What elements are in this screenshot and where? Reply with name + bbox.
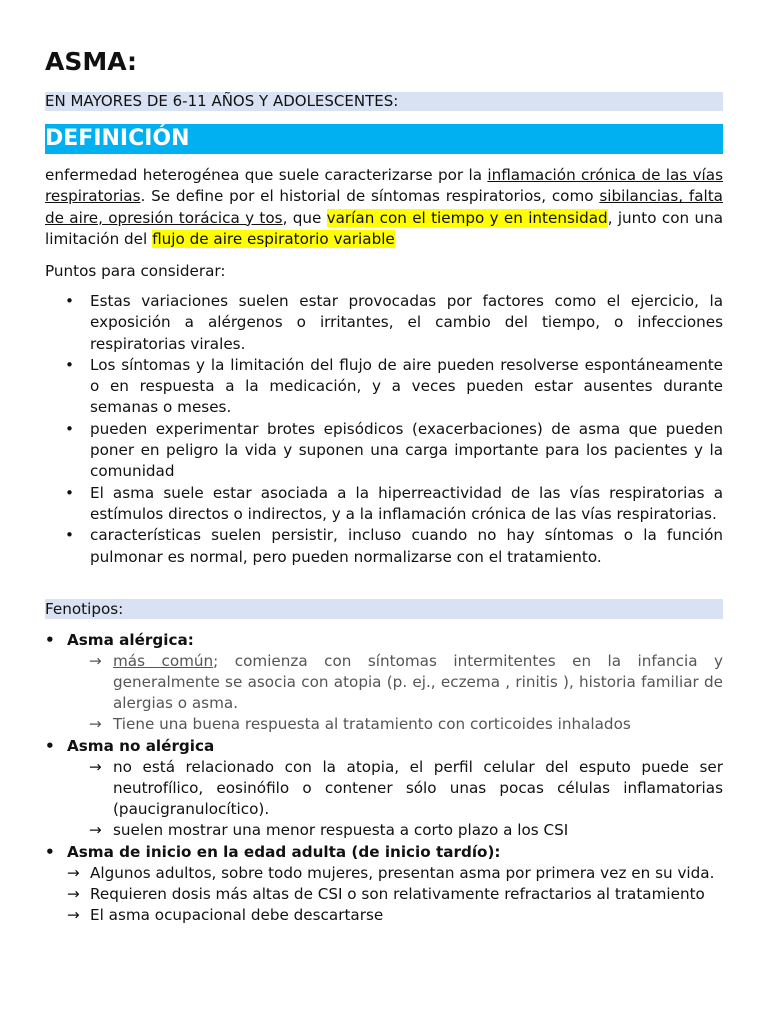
bullet-icon: • <box>65 292 74 310</box>
list-item <box>45 291 723 355</box>
definition-text: . Se define por el historial de síntomas respiratorios, como <box>140 187 600 206</box>
phenotype-detail-text: suelen mostrar una menor respuesta a corto plazo a los CSI <box>113 821 569 839</box>
subtitle-banner: EN MAYORES DE 6-11 AÑOS Y ADOLESCENTES: <box>45 92 723 111</box>
phenotype-heading <box>45 630 723 651</box>
bullet-icon: • <box>45 737 55 755</box>
section-heading-definicion: DEFINICIÓN <box>45 124 723 154</box>
bullet-icon: • <box>45 631 55 649</box>
definition-highlighted-text: flujo de aire espiratorio variable <box>152 229 395 248</box>
phenotype-heading <box>45 842 723 863</box>
phenotype-heading-text: Asma de inicio en la edad adulta (de inicio tardío): <box>67 843 501 861</box>
phenotype-detail <box>45 714 723 735</box>
phenotype-detail-text: Algunos adultos, sobre todo mujeres, presentan asma por primera vez en su vida. <box>90 864 715 882</box>
definition-text: , que <box>282 208 327 227</box>
arrow-icon: → <box>89 715 102 733</box>
definition-underlined-text: sibilancias, falta de aire, opresión torácica y tos <box>45 187 723 227</box>
list-item <box>45 419 723 483</box>
phenotype-detail-text: no está relacionado con la atopia, el perfil celular del esputo puede ser neutrofílico, eosinófilo o contener sólo unas pocas células inflamatorias (paucigranulocítico). <box>113 758 723 818</box>
bullet-icon: • <box>65 526 74 545</box>
list-item-text: Estas variaciones suelen estar provocadas por factores como el ejercicio, la exposición a alérgenos o irritantes, el cambio del tiempo, o infecciones respiratorias virales. <box>90 292 723 353</box>
list-item-text: El asma suele estar asociada a la hiperreactividad de las vías respiratorias a estímulos directos o indirectos, y a la inflamación crónica de las vías respiratorias. <box>90 483 723 523</box>
phenotype-adulta <box>45 842 723 926</box>
phenotype-detail <box>45 651 723 714</box>
list-item <box>45 483 723 526</box>
phenotype-heading <box>45 736 723 757</box>
phenotype-alergica <box>45 630 723 735</box>
arrow-icon: → <box>89 821 102 839</box>
points-list <box>45 291 723 568</box>
arrow-icon: → <box>89 758 102 776</box>
phenotype-no-alergica <box>45 736 723 841</box>
bullet-icon: • <box>65 483 74 502</box>
phenotypes-banner: Fenotipos: <box>45 599 723 619</box>
list-item <box>45 525 723 568</box>
definition-highlighted-text: varían con el tiempo y en intensidad <box>326 208 608 227</box>
list-item-text: características suelen persistir, incluso cuando no hay síntomas o la función pulmonar es normal, pero pueden normalizarse con el tratamiento. <box>90 526 723 566</box>
arrow-icon: → <box>67 885 80 903</box>
phenotype-detail <box>45 820 723 841</box>
phenotype-detail <box>45 884 723 905</box>
document-title: ASMA: <box>45 47 138 76</box>
definition-text: , junto con una limitación del <box>45 208 724 248</box>
phenotype-detail <box>45 905 723 926</box>
list-item-text: pueden experimentar brotes episódicos (exacerbaciones) de asma que pueden poner en peligro la vida y suponen una carga importante para los pacientes y la comunidad <box>90 419 723 481</box>
phenotype-detail-text: El asma ocupacional debe descartarse <box>90 906 384 924</box>
list-item <box>45 355 723 419</box>
bullet-icon: • <box>45 843 55 861</box>
phenotype-heading-text: Asma no alérgica <box>67 737 215 755</box>
bullet-icon: • <box>65 419 74 438</box>
phenotype-detail-text: ; comienza con síntomas intermitentes en la infancia y generalmente se asocia con atopia (p. ej., eczema , rinitis ), historia familiar de alergias o asma. <box>113 652 723 712</box>
definition-underlined-text: inflamación crónica de las vías respiratorias <box>45 166 723 206</box>
phenotype-detail <box>45 863 723 884</box>
points-label: Puntos para considerar: <box>45 262 226 280</box>
list-item-text: Los síntomas y la limitación del flujo de aire pueden resolverse espontáneamente o en respuesta a la medicación, y a veces pueden estar ausentes durante semanas o meses. <box>90 355 723 417</box>
phenotype-detail-text: Tiene una buena respuesta al tratamiento con corticoides inhalados <box>113 715 631 733</box>
phenotype-heading-text: Asma alérgica: <box>67 631 194 649</box>
arrow-icon: → <box>89 652 102 670</box>
arrow-icon: → <box>67 864 80 882</box>
bullet-icon: • <box>65 355 74 374</box>
definition-paragraph <box>45 165 723 250</box>
phenotype-detail-underlined: más común <box>113 652 214 670</box>
phenotype-detail-text: Requieren dosis más altas de CSI o son relativamente refractarios al tratamiento <box>90 885 705 903</box>
arrow-icon: → <box>67 906 80 924</box>
definition-text: enfermedad heterogénea que suele caracterizarse por la <box>45 166 488 184</box>
phenotype-detail <box>45 757 723 820</box>
